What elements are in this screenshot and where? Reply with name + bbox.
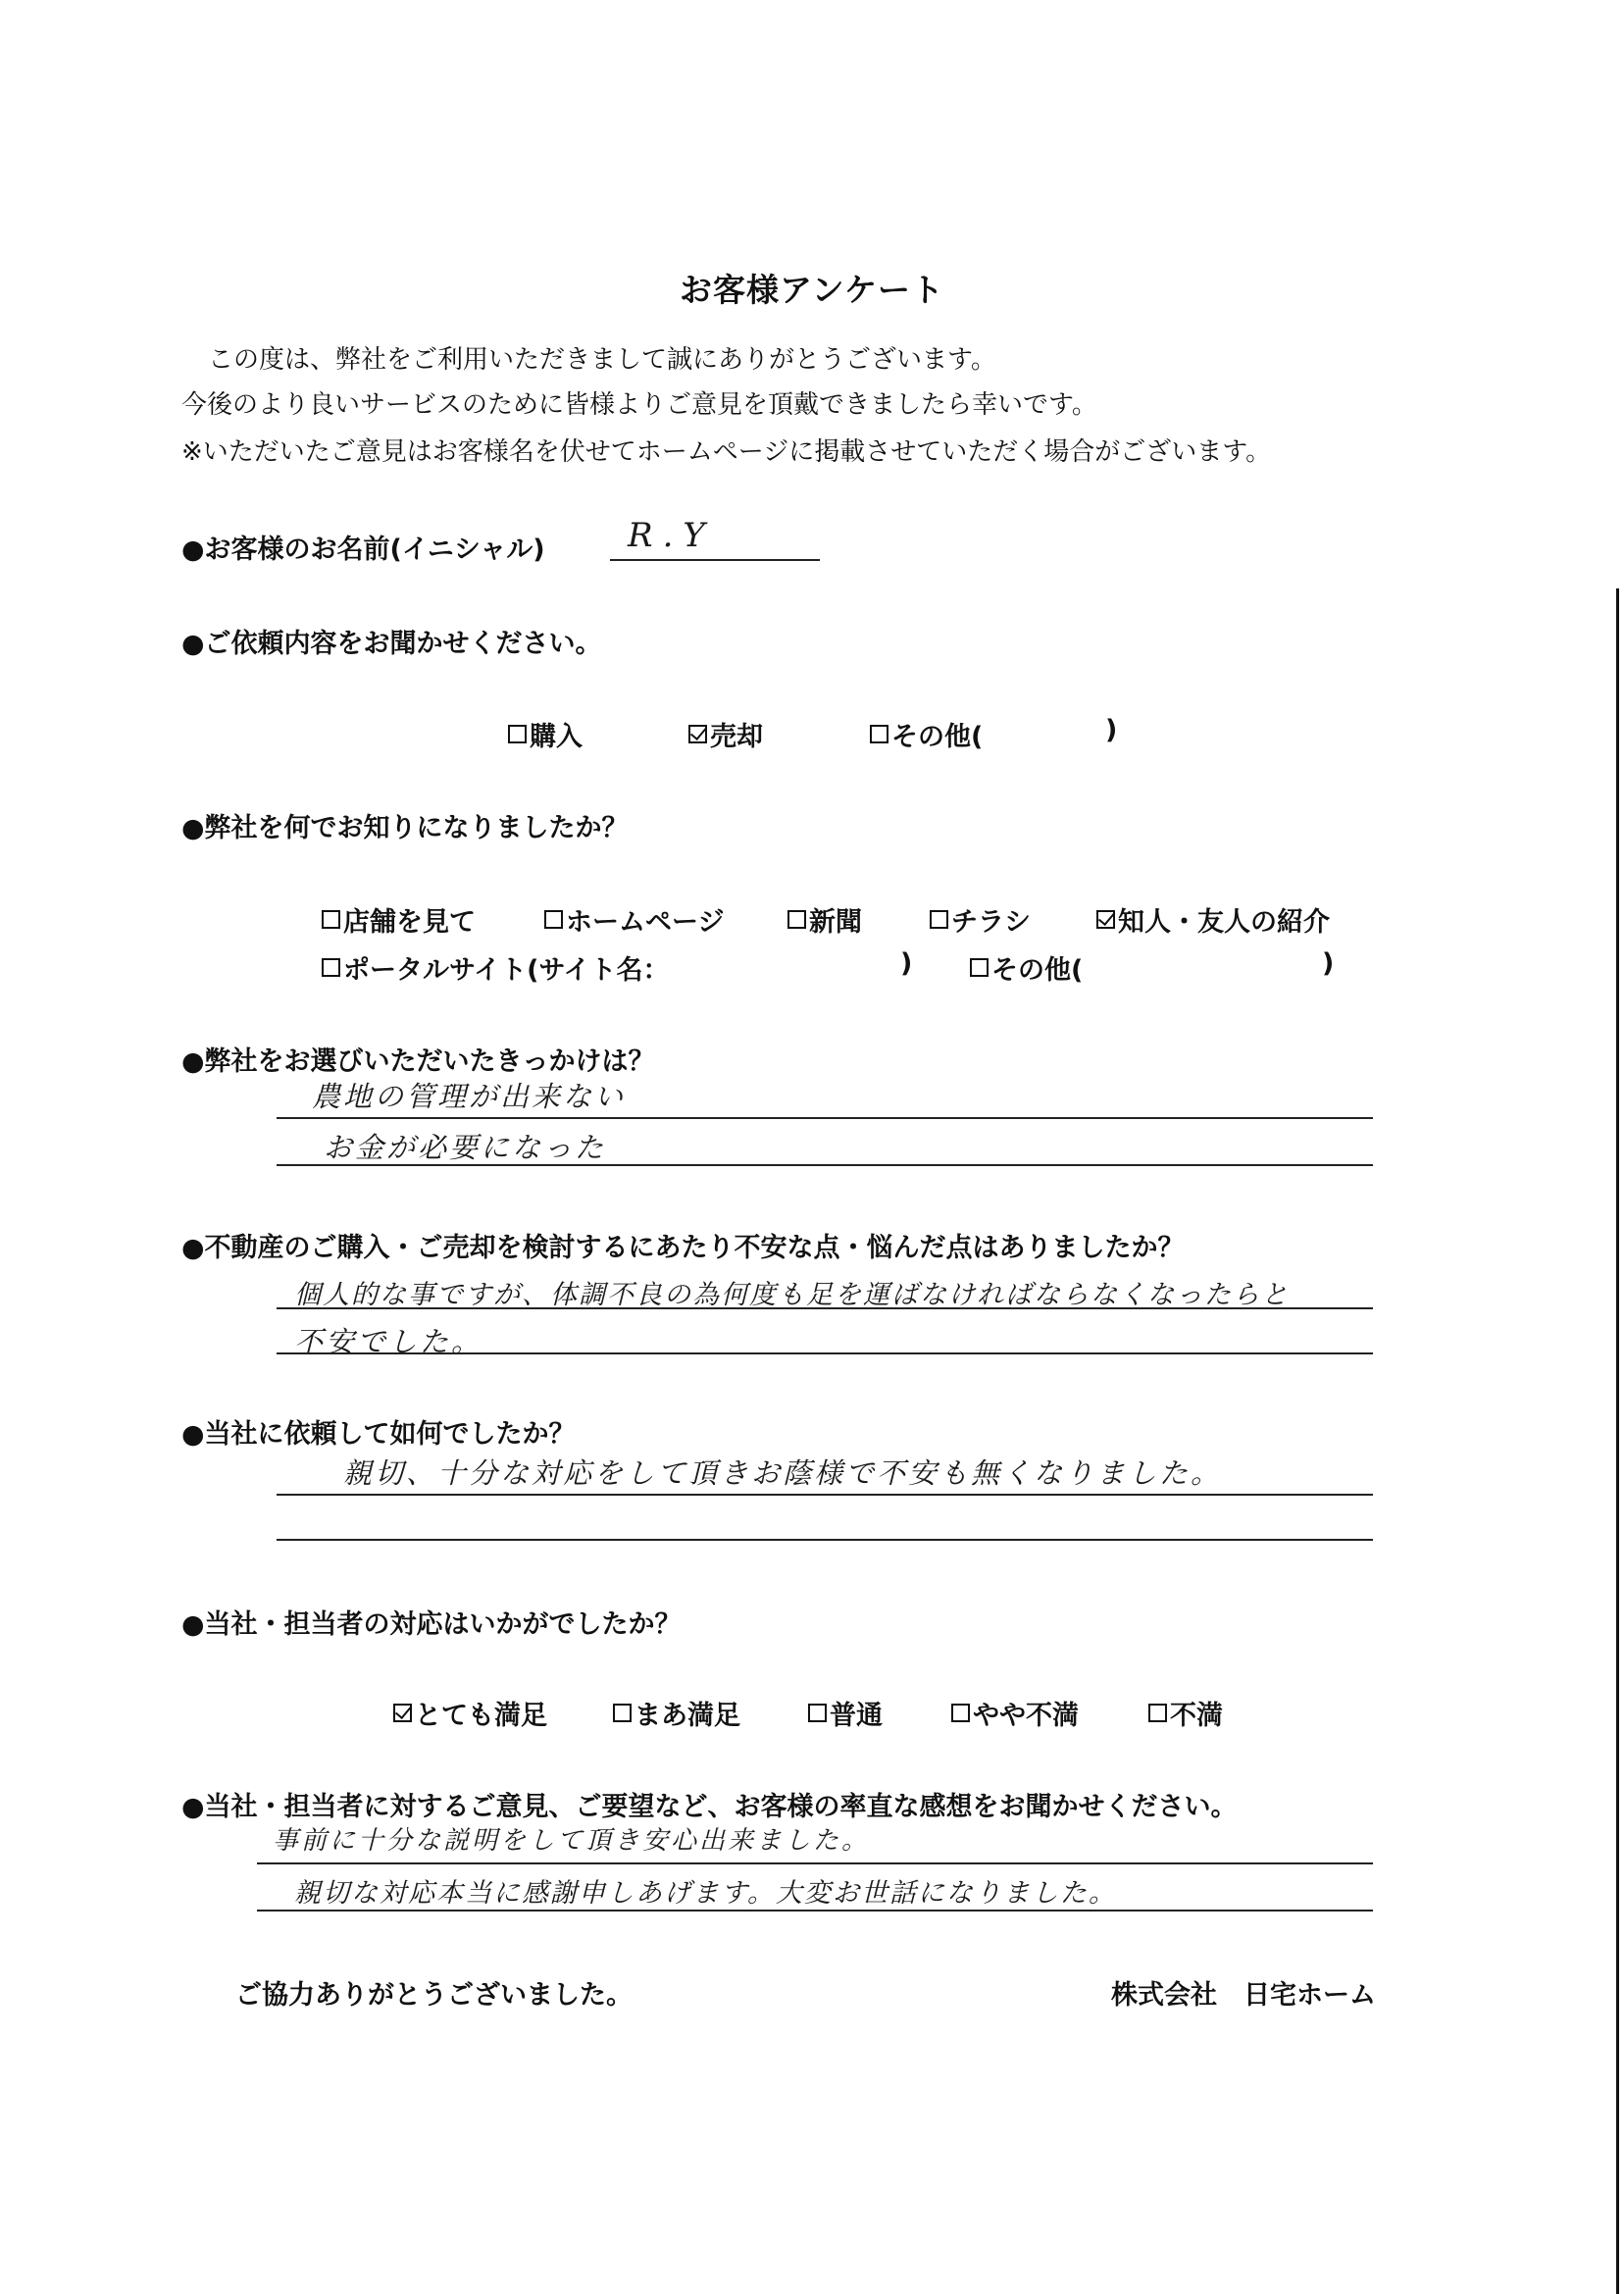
checkbox-somewhat-dissatisfied[interactable] [951, 1704, 970, 1722]
result-line-1 [277, 1494, 1373, 1496]
option-sale-label: 売却 [710, 722, 763, 752]
option-very-satisfied-label: とても満足 [415, 1701, 547, 1731]
checkbox-flyer[interactable] [930, 910, 948, 929]
option-homepage[interactable] [544, 900, 724, 939]
option-referral-label: 知人・友人の紹介 [1118, 907, 1330, 938]
checkbox-portal-site[interactable] [322, 958, 340, 977]
option-request-other[interactable] [870, 715, 983, 753]
option-newspaper-label: 新聞 [809, 907, 862, 938]
intro-line-2: 今後のより良いサービスのために皆様よりご意見を頂戴できましたら幸いです。 [181, 390, 1097, 420]
comments-line-1 [257, 1862, 1373, 1864]
question-source: ●弊社を何でお知りになりましたか？ [181, 813, 629, 843]
option-dissatisfied-label: 不満 [1170, 1701, 1223, 1731]
name-underline [610, 559, 820, 561]
option-somewhat-dissatisfied[interactable] [951, 1694, 1079, 1732]
checkbox-homepage[interactable] [544, 910, 563, 929]
option-source-other-close: ) [1322, 948, 1335, 979]
question-comments: ●当社・担当者に対するご意見、ご要望など、お客様の率直な感想をお聞かせください。 [181, 1792, 1238, 1822]
option-flyer[interactable] [930, 900, 1031, 939]
option-dissatisfied[interactable] [1148, 1694, 1223, 1732]
option-neutral[interactable] [808, 1694, 883, 1732]
option-purchase-label: 購入 [530, 722, 583, 752]
intro-line-1: この度は、弊社をご利用いただきまして誠にありがとうございます。 [208, 345, 996, 375]
question-concern: ●不動産のご購入・ご売却を検討するにあたり不安な点・悩んだ点はありましたか？ [181, 1233, 1185, 1263]
scan-edge [1616, 588, 1619, 2294]
checkbox-sale-checked[interactable] [688, 725, 707, 743]
concern-line-2 [277, 1352, 1373, 1354]
footer-company: 株式会社 日宅ホーム [1111, 1980, 1376, 2011]
option-source-other[interactable] [970, 948, 1083, 987]
option-newspaper[interactable] [787, 900, 862, 939]
option-somewhat-dissatisfied-label: やや不満 [973, 1701, 1079, 1731]
option-sale[interactable] [688, 715, 763, 753]
option-homepage-label: ホームページ [566, 907, 725, 938]
option-portal-site[interactable] [322, 948, 670, 987]
option-store-visit[interactable] [322, 900, 476, 939]
option-referral[interactable] [1096, 900, 1330, 939]
answer-comments-line-1: 事前に十分な説明をして頂き安心出来ました。 [273, 1826, 871, 1856]
question-request: ●ご依頼内容をお聞かせください。 [181, 629, 602, 659]
option-request-other-label: その他( [891, 722, 984, 752]
option-somewhat-satisfied[interactable] [613, 1694, 740, 1732]
question-reason: ●弊社をお選びいただいたきっかけは？ [181, 1046, 655, 1077]
question-satisfaction: ●当社・担当者の対応はいかがでしたか？ [181, 1609, 682, 1640]
page-title: お客様アンケート [679, 271, 945, 309]
checkbox-neutral[interactable] [808, 1704, 827, 1722]
answer-concern-line-1: 個人的な事ですが、体調不良の為何度も足を運ばなければならなくなったらと [294, 1280, 1290, 1310]
option-source-other-label: その他( [991, 955, 1084, 986]
option-neutral-label: 普通 [830, 1701, 883, 1731]
answer-result-line-1: 親切、十分な対応をして頂きお蔭様で不安も無くなりました。 [343, 1456, 1223, 1490]
checkbox-source-other[interactable] [970, 958, 989, 977]
concern-line-1 [277, 1307, 1373, 1309]
option-request-other-close: ) [1105, 715, 1118, 745]
comments-line-2 [257, 1910, 1373, 1912]
question-result: ●当社に依頼して如何でしたか？ [181, 1419, 576, 1450]
checkbox-store-visit[interactable] [322, 910, 340, 929]
answer-initials: R.Y [628, 516, 715, 555]
option-flyer-label: チラシ [951, 907, 1031, 938]
option-very-satisfied[interactable] [393, 1694, 547, 1732]
checkbox-very-satisfied-checked[interactable] [393, 1704, 412, 1722]
checkbox-dissatisfied[interactable] [1148, 1704, 1167, 1722]
option-portal-site-label: ポータルサイト(サイト名： [343, 955, 670, 986]
checkbox-purchase[interactable] [508, 725, 527, 743]
footer-thanks: ご協力ありがとうございました。 [235, 1980, 633, 2011]
result-line-2 [277, 1539, 1373, 1541]
reason-line-1 [277, 1117, 1373, 1119]
option-purchase[interactable] [508, 715, 583, 753]
checkbox-newspaper[interactable] [787, 910, 806, 929]
option-portal-site-close: ) [900, 948, 913, 979]
answer-comments-line-2: 親切な対応本当に感謝申しあげます。大変お世話になりました。 [294, 1878, 1117, 1909]
option-somewhat-satisfied-label: まあ満足 [634, 1701, 740, 1731]
answer-reason-line-1: 農地の管理が出来ない [312, 1080, 627, 1113]
answer-reason-line-2: お金が必要になった [324, 1131, 607, 1164]
reason-line-2 [277, 1164, 1373, 1166]
answer-concern-line-2: 不安でした。 [294, 1325, 483, 1358]
option-store-visit-label: 店舗を見て [343, 907, 476, 938]
intro-line-3: ※いただいたご意見はお客様名を伏せてホームページに掲載させていただく場合がございます。 [181, 437, 1272, 467]
checkbox-request-other[interactable] [870, 725, 888, 743]
checkbox-somewhat-satisfied[interactable] [613, 1704, 632, 1722]
question-name: ●お客様のお名前(イニシャル) [181, 535, 545, 565]
checkbox-referral-checked[interactable] [1096, 910, 1115, 929]
